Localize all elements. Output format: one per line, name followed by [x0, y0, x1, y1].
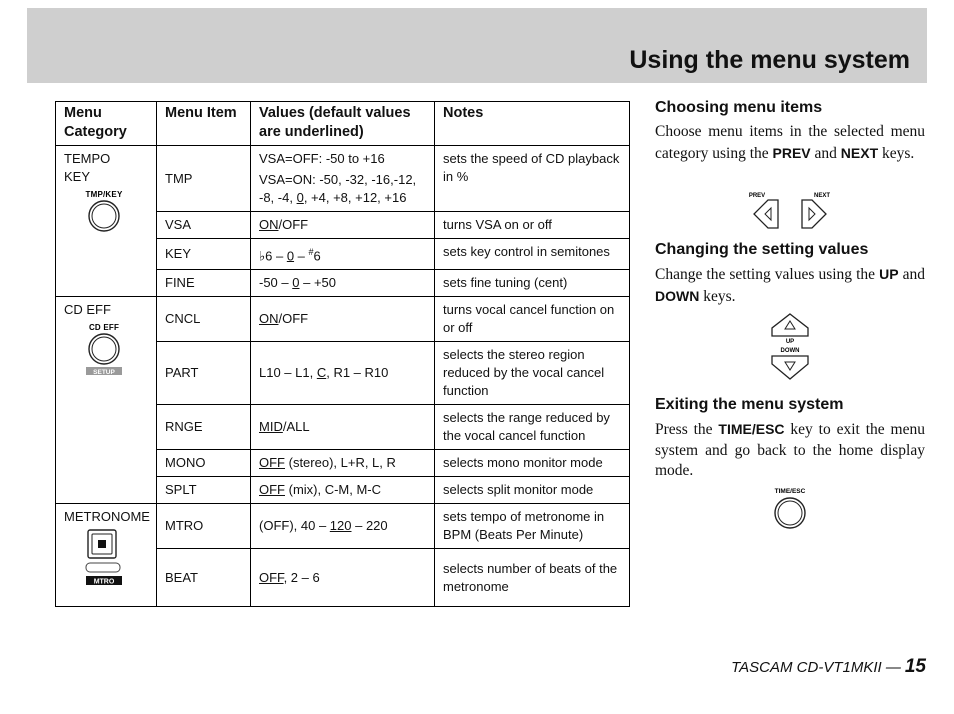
value-part: /ALL [282, 419, 310, 435]
note-fine: sets fine tuning (cent) [435, 270, 630, 297]
value-default: OFF [259, 569, 284, 585]
value-tmp-line1: VSA=OFF: -50 to +16 [259, 151, 385, 166]
page-title: Using the menu system [629, 46, 910, 74]
header-menu-category: Menu Category [56, 102, 157, 146]
item-fine: FINE [157, 270, 251, 297]
value-part: -50 – [259, 275, 293, 291]
value-part: , R1 – R10 [326, 365, 389, 381]
note-key: sets key control in semitones [435, 239, 630, 270]
tmp-key-button-icon [64, 188, 146, 234]
item-part: PART [157, 342, 251, 405]
value-part: , +4, +8, +12, +16 [303, 190, 407, 205]
choosing-heading: Choosing menu items [655, 99, 823, 116]
up-button-label: UP [785, 339, 795, 345]
header-menu-item: Menu Item [157, 102, 251, 146]
value-rnge [251, 405, 435, 450]
prev-next-buttons-illustration [744, 190, 840, 234]
table-row [56, 297, 630, 342]
sharp-symbol: # [308, 247, 314, 257]
note-part: selects the stereo region reduced by the vocal cancel function [435, 342, 630, 405]
mtro-button-icon [64, 528, 146, 590]
item-key: KEY [157, 239, 251, 270]
table-row [56, 146, 630, 212]
table-row [56, 504, 630, 549]
item-tmp: TMP [157, 146, 251, 212]
value-part: – 220 [351, 518, 388, 534]
value-default: OFF [259, 455, 285, 471]
setup-label: SETUP [93, 369, 115, 377]
value-part: ♭6 – [259, 248, 287, 264]
value-default: ON [259, 311, 279, 327]
value-splt [251, 477, 435, 504]
item-vsa: VSA [157, 212, 251, 239]
value-part: (mix), C-M, M-C [285, 482, 382, 498]
value-default: 0 [292, 275, 300, 291]
value-part: 6 [313, 248, 321, 264]
value-tmp-line2 [259, 171, 426, 207]
tmp-key-label: TMP/KEY [85, 190, 123, 199]
value-default: ON [259, 217, 279, 232]
up-keyword: UP [879, 266, 899, 282]
page-number: 15 [904, 656, 926, 677]
value-part: – [294, 248, 309, 264]
menu-table [55, 101, 630, 607]
value-fine [251, 270, 435, 297]
value-beat [251, 549, 435, 607]
text-part: keys. [878, 144, 915, 162]
note-vsa: turns VSA on or off [435, 212, 630, 239]
value-tmp [251, 146, 435, 212]
category-name: METRONOME [64, 509, 150, 525]
value-part: /OFF [278, 217, 309, 232]
category-name: TEMPO [64, 151, 111, 166]
mtro-label: MTRO [93, 578, 115, 586]
note-beat: selects number of beats of the metronome [435, 549, 630, 607]
table-header-row [56, 102, 630, 146]
note-mono: selects mono monitor mode [435, 450, 630, 477]
header-notes: Notes [435, 102, 630, 146]
cd-eff-button-icon [64, 321, 146, 379]
time-esc-button-illustration [762, 485, 818, 531]
value-part: VSA=ON: -50, -32, -16,-12, -8, -4, [259, 172, 417, 205]
prev-keyword: PREV [772, 144, 811, 161]
value-vsa [251, 212, 435, 239]
changing-text [655, 264, 925, 307]
exiting-heading: Exiting the menu system [655, 396, 844, 413]
value-part: L10 – L1, [259, 365, 317, 381]
text-part: keys. [699, 287, 736, 305]
value-mtro [251, 504, 435, 549]
value-default: C [316, 365, 327, 381]
text-part: Change the setting values using the [655, 266, 880, 283]
value-part: – +50 [299, 275, 336, 291]
text-part: and [898, 266, 925, 283]
note-rnge: selects the range reduced by the vocal cancel function [435, 405, 630, 450]
value-default: 120 [329, 518, 352, 534]
up-down-buttons-illustration [768, 312, 812, 382]
value-part: (OFF), 40 – [259, 518, 330, 534]
note-splt: selects split monitor mode [435, 477, 630, 504]
value-default: 0 [296, 190, 304, 205]
value-part: (stereo), L+R, L, R [285, 455, 396, 471]
category-metronome [56, 504, 157, 607]
footer [731, 656, 926, 678]
down-keyword: DOWN [655, 287, 700, 304]
value-default: 0 [286, 248, 295, 264]
category-name: CD EFF [64, 302, 111, 318]
note-mtro: sets tempo of metronome in BPM (Beats Per Minute) [435, 504, 630, 549]
value-cncl [251, 297, 435, 342]
changing-heading: Changing the setting values [655, 241, 869, 258]
exiting-text [655, 419, 925, 482]
item-beat: BEAT [157, 549, 251, 607]
value-key [251, 239, 435, 270]
value-default: MID [259, 419, 283, 435]
item-splt: SPLT [157, 477, 251, 504]
item-mono: MONO [157, 450, 251, 477]
value-part: /OFF [278, 311, 309, 327]
note-tmp: sets the speed of CD playback in % [435, 146, 630, 212]
note-cncl: turns vocal cancel function on or off [435, 297, 630, 342]
value-default: OFF [259, 482, 285, 498]
text-part: key to exit the menu system and go back to the home display mode. [655, 421, 925, 479]
category-cd-eff [56, 297, 157, 504]
time-esc-keyword: TIME/ESC [718, 421, 785, 437]
choosing-text [655, 122, 925, 164]
prev-button-label: PREV [748, 193, 766, 199]
down-button-label: DOWN [780, 348, 800, 354]
category-name: KEY [64, 169, 91, 184]
value-part [251, 342, 435, 405]
text-part: Press the [655, 421, 719, 438]
header-values: Values (default values are underlined) [251, 102, 435, 146]
item-mtro: MTRO [157, 504, 251, 549]
text-part: Choose menu items in the selected menu category using the [655, 123, 925, 162]
next-button-label: NEXT [813, 193, 831, 199]
text-part: and [810, 144, 841, 162]
footer-model: TASCAM CD-VT1MKII — [731, 659, 901, 676]
item-cncl: CNCL [157, 297, 251, 342]
next-keyword: NEXT [840, 144, 879, 161]
category-tempo-key [56, 146, 157, 297]
value-mono [251, 450, 435, 477]
value-part: , 2 – 6 [283, 569, 320, 585]
time-esc-button-label: TIME/ESC [774, 488, 806, 495]
cd-eff-label: CD EFF [88, 323, 120, 333]
item-rnge: RNGE [157, 405, 251, 450]
